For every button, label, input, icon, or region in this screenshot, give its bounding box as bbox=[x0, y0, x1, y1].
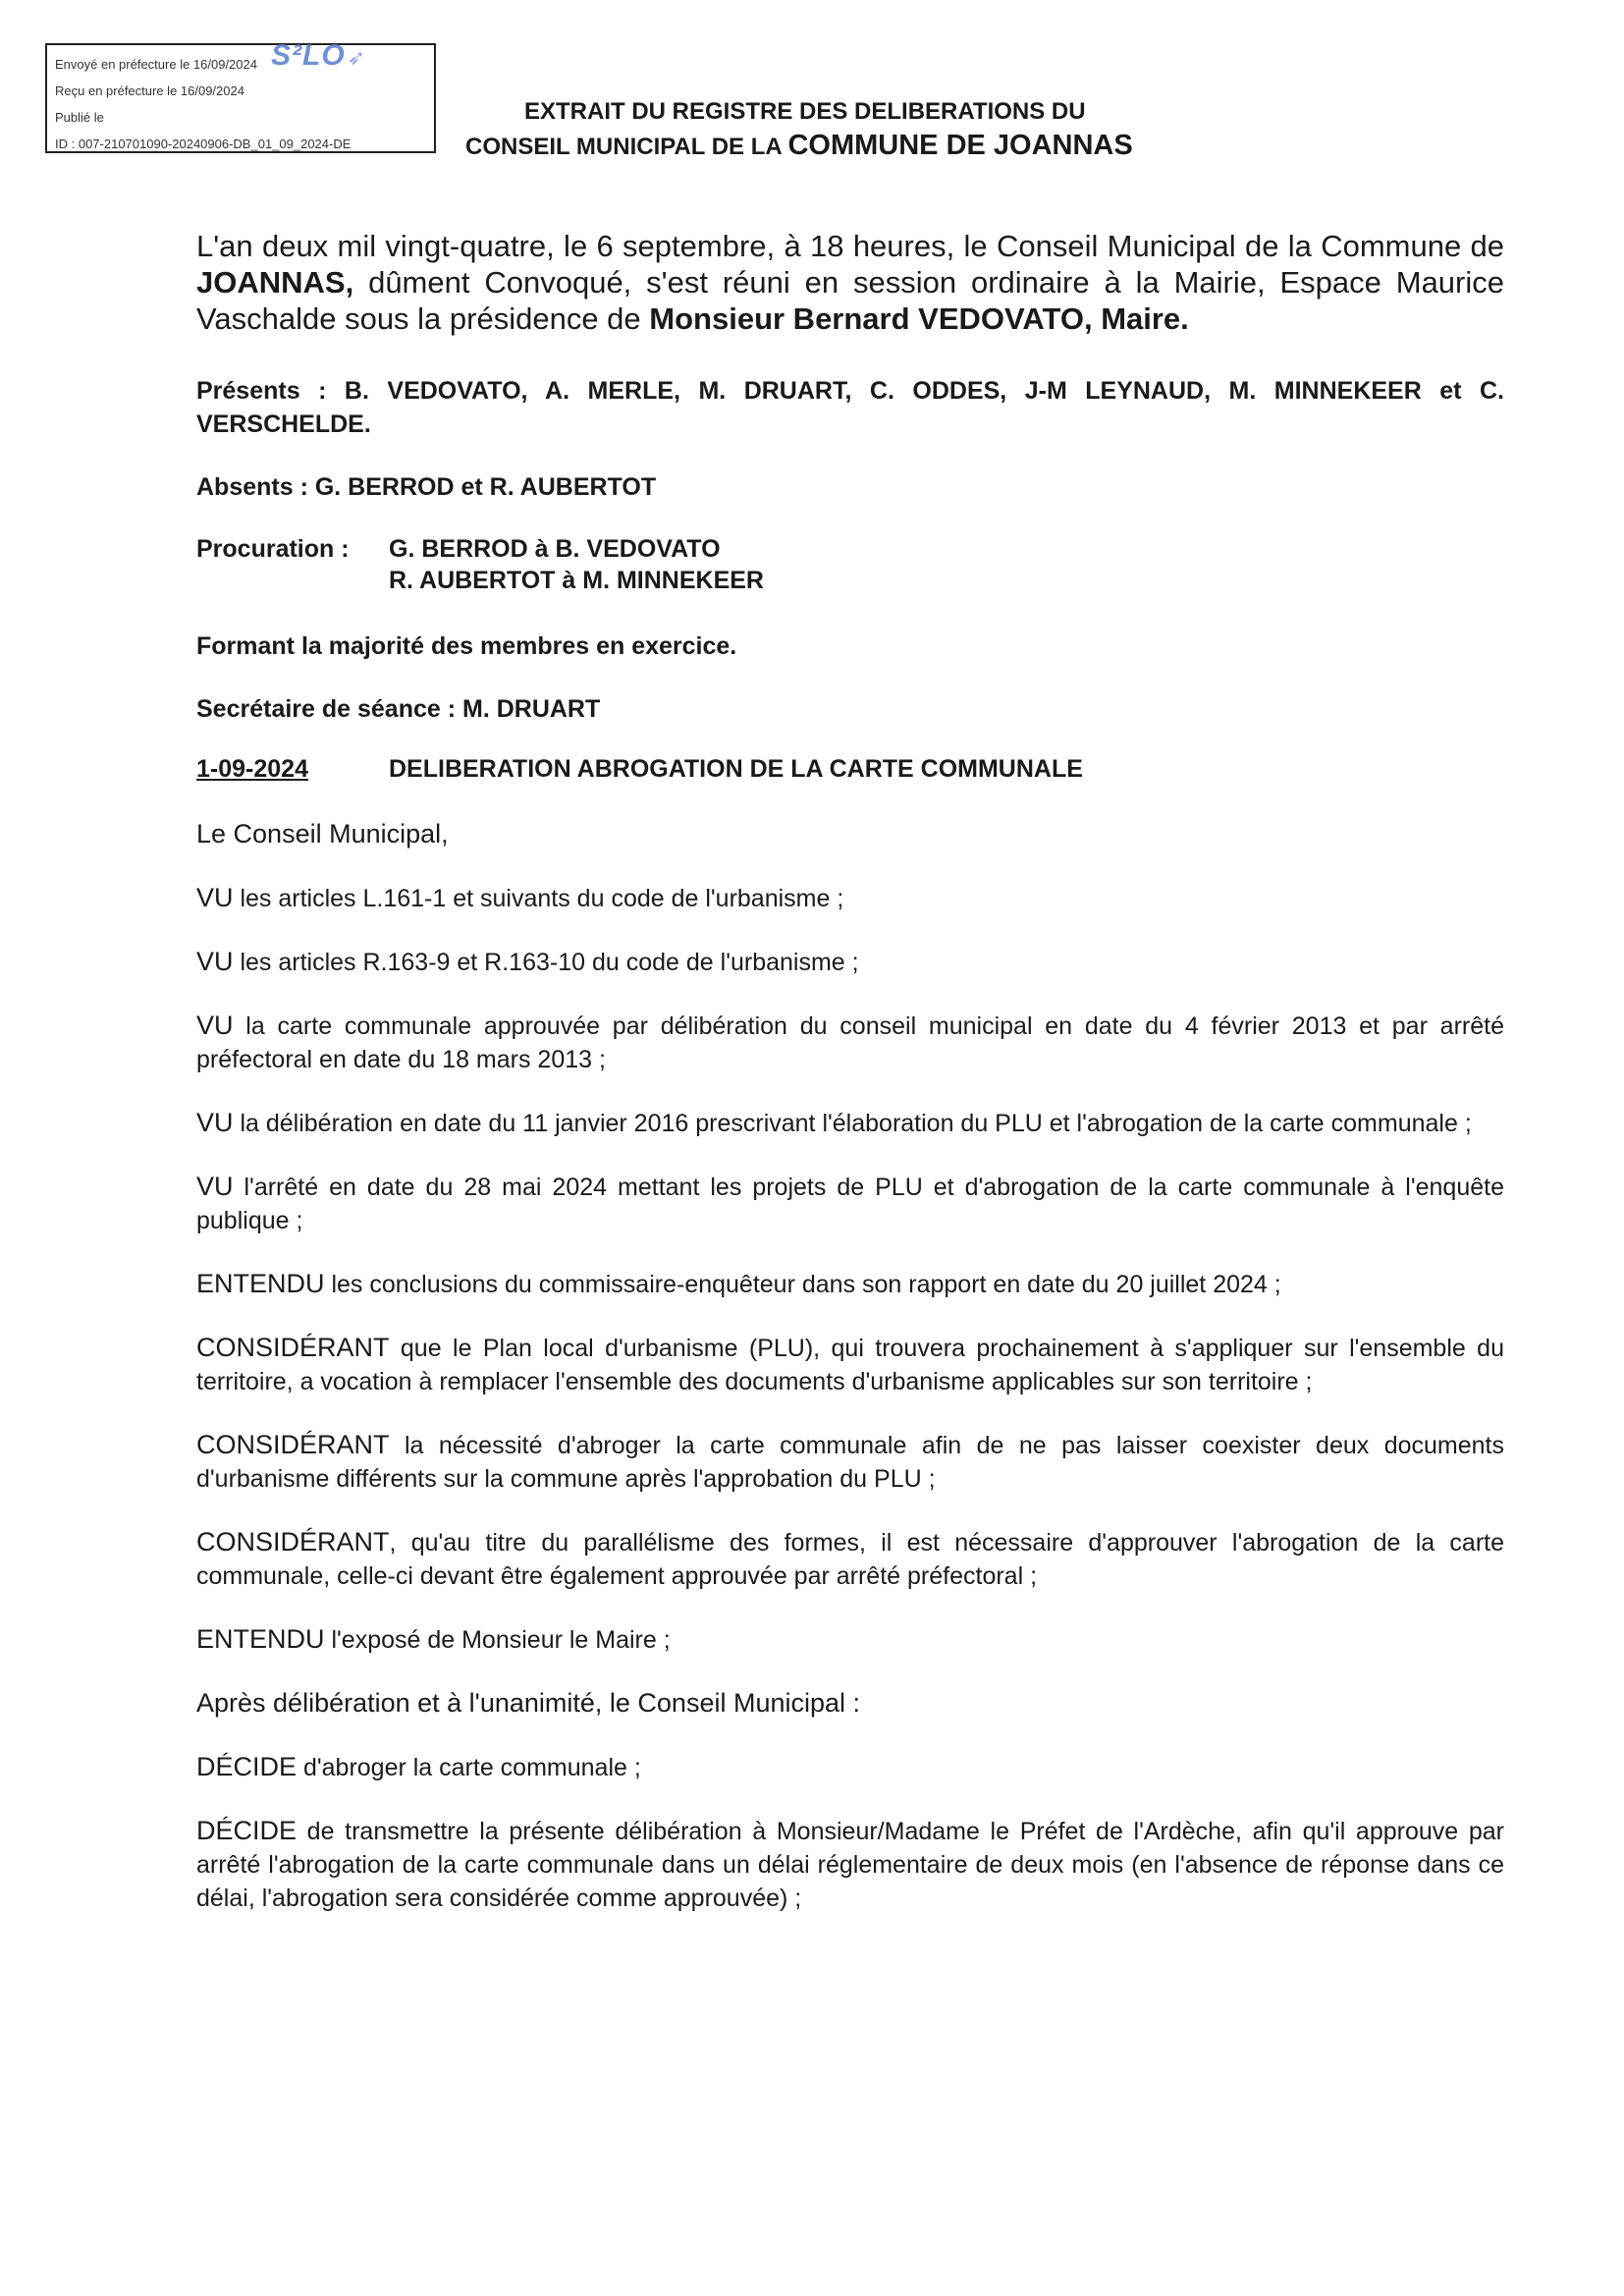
body-paragraph: VU la délibération en date du 11 janvier 2016 prescrivant l'élaboration du PLU et l'abrogation de la carte communale ; bbox=[196, 1108, 1472, 1137]
procuration-item: G. BERROD à B. VEDOVATO bbox=[389, 535, 721, 563]
stamp-id: ID : 007-210701090-20240906-DB_01_09_2024-DE bbox=[55, 137, 352, 151]
body-paragraph: CONSIDÉRANT que le Plan local d'urbanisme (PLU), qui trouvera prochainement à s'appliquer sur l'ensemble du territoire, a vocation à remplacer l'ensemble des documents d'urbanisme applicables sur son territoire ; bbox=[196, 1333, 1504, 1395]
body-paragraph: CONSIDÉRANT la nécessité d'abroger la carte communale afin de ne pas laisser coexister deux documents d'urbanisme différents sur la commune après l'approbation du PLU ; bbox=[196, 1430, 1504, 1493]
body-paragraph: DÉCIDE de transmettre la présente délibération à Monsieur/Madame le Préfet de l'Ardèche, afin qu'il approuve par arrêté l'abrogation de la carte communale dans un délai réglementaire de deux mois (en l'absence de réponse dans ce délai, l'abrogation sera considérée comme approuvée) ; bbox=[196, 1816, 1504, 1912]
body-paragraph: ENTENDU l'exposé de Monsieur le Maire ; bbox=[196, 1624, 671, 1654]
stamp-recu: Reçu en préfecture le 16/09/2024 bbox=[55, 83, 244, 98]
body-paragraph: VU l'arrêté en date du 28 mai 2024 mettant les projets de PLU et d'abrogation de la carte communale à l'enquête publique ; bbox=[196, 1172, 1504, 1234]
body-paragraph: Après délibération et à l'unanimité, le Conseil Municipal : bbox=[196, 1688, 861, 1718]
body-paragraph: VU les articles L.161-1 et suivants du code de l'urbanisme ; bbox=[196, 883, 844, 912]
majorite-line: Formant la majorité des membres en exercice. bbox=[196, 632, 737, 660]
absents-line: Absents : G. BERROD et R. AUBERTOT bbox=[196, 473, 657, 501]
body-paragraph: Le Conseil Municipal, bbox=[196, 819, 449, 848]
document-header bbox=[465, 95, 1231, 164]
procuration-item: R. AUBERTOT à M. MINNEKEER bbox=[389, 567, 764, 594]
document-body bbox=[196, 228, 1504, 1944]
prefecture-stamp bbox=[45, 43, 436, 153]
deliberation-heading: DELIBERATION ABROGATION DE LA CARTE COMMUNALE bbox=[389, 755, 1083, 783]
commune-name: COMMUNE DE JOANNAS bbox=[787, 130, 1133, 161]
deliberation-title bbox=[196, 755, 1504, 784]
header-line-1: EXTRAIT DU REGISTRE DES DELIBERATIONS DU bbox=[524, 98, 1086, 125]
body-paragraph: VU la carte communale approuvée par délibération du conseil municipal en date du 4 février 2013 et par arrêté préfectoral en date du 18 mars 2013 ; bbox=[196, 1011, 1504, 1073]
presents-line: Présents : B. VEDOVATO, A. MERLE, M. DRUART, C. ODDES, J-M LEYNAUD, M. MINNEKEER et C. VERSCHELDE. bbox=[196, 377, 1504, 438]
stamp-publie: Publié le bbox=[55, 110, 104, 125]
body-paragraph: DÉCIDE d'abroger la carte communale ; bbox=[196, 1752, 641, 1781]
wing-icon: ➶ bbox=[347, 45, 367, 70]
body-paragraph: ENTENDU les conclusions du commissaire-enquêteur dans son rapport en date du 20 juillet 2024 ; bbox=[196, 1269, 1281, 1298]
header-line-2: CONSEIL MUNICIPAL DE LA COMMUNE DE JOANNAS bbox=[465, 130, 1133, 161]
body-paragraph: CONSIDÉRANT, qu'au titre du parallélisme des formes, il est nécessaire d'approuver l'abrogation de la carte communale, celle-ci devant être également approuvée par arrêté préfectoral ; bbox=[196, 1527, 1504, 1590]
procuration-block bbox=[196, 533, 1504, 596]
secretaire-line: Secrétaire de séance : M. DRUART bbox=[196, 695, 601, 723]
procuration-label: Procuration : bbox=[196, 535, 350, 563]
s2lo-logo: S²LO➶ bbox=[271, 39, 367, 72]
body-paragraph: VU les articles R.163-9 et R.163-10 du code de l'urbanisme ; bbox=[196, 947, 859, 976]
deliberation-number: 1-09-2024 bbox=[196, 755, 308, 783]
intro-paragraph: L'an deux mil vingt-quatre, le 6 septembre, à 18 heures, le Conseil Municipal de la Commune de JOANNAS, dûment Convoqué, s'est réuni en session ordinaire à la Mairie, Espace Maurice Vaschalde sous la présidence de Monsieur Bernard VEDOVATO, Maire. bbox=[196, 229, 1504, 336]
stamp-envoye: Envoyé en préfecture le 16/09/2024 bbox=[55, 57, 257, 72]
